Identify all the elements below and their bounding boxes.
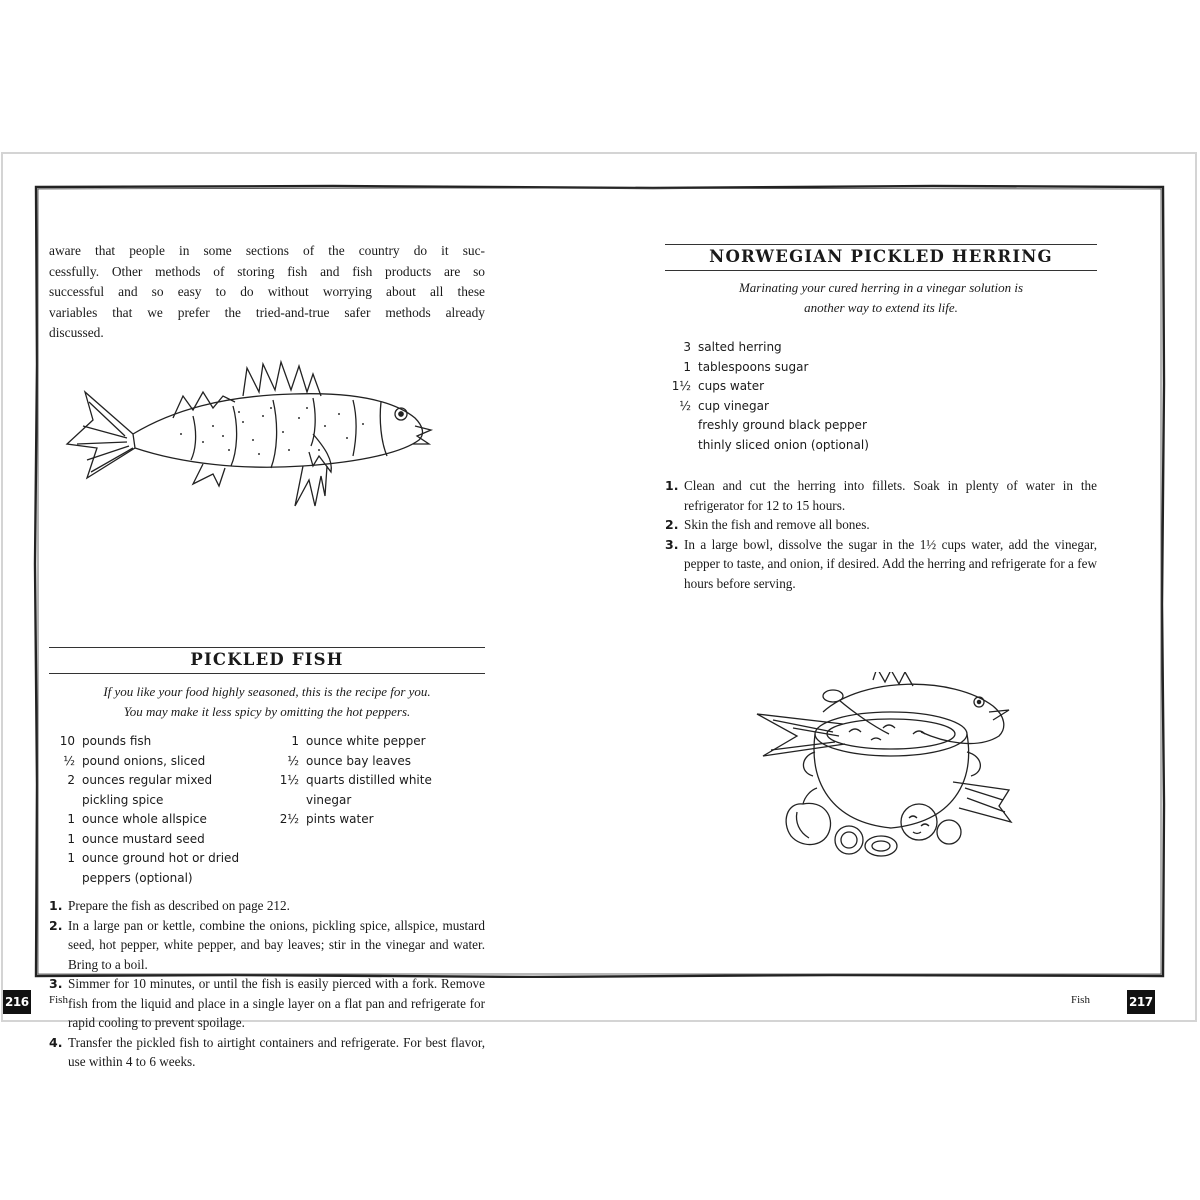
- page-number-right: 217: [1127, 990, 1155, 1014]
- ingredient: 1 ounce ground hot or dried peppers (optional): [67, 851, 240, 885]
- perch-fish-illustration: [63, 356, 443, 516]
- ingredient: 1 ounce whole allspice: [67, 812, 207, 826]
- step: 1. Prepare the fish as described on page 212.: [49, 898, 290, 913]
- step: 2. In a large pan or kettle, combine the onions, pickling spice, allspice, mustard seed, hot pepper, white pepper, and bay leaves; stir in the vinegar and water. Bring to a boil.: [49, 917, 485, 972]
- headnote-line: If you like your food highly seasoned, this is the recipe for you.: [103, 684, 431, 699]
- ingredient: 1 tablespoons sugar: [683, 359, 809, 374]
- pickled-fish-steps: [49, 896, 485, 1072]
- ingredient: 1½ cups water: [671, 379, 765, 393]
- herring-steps: [665, 476, 1097, 593]
- ingredient: 1½ quarts distilled white vinegar: [279, 773, 432, 807]
- step: 2. Skin the fish and remove all bones.: [665, 517, 870, 532]
- intro-line: cessfully. Other methods of storing fish and fish products are so: [49, 263, 485, 279]
- running-foot-right: Fish: [1071, 994, 1090, 1006]
- herring-headnote: [665, 278, 1097, 318]
- intro-line: discussed.: [49, 325, 104, 340]
- step: 1. Clean and cut the herring into fillets. Soak in plenty of water in the refrigerator for 12 to 15 hours.: [665, 478, 1097, 513]
- pickled-fish-ingredients-col1: [53, 732, 253, 888]
- intro-line: variables that we prefer the tried-and-true safer methods already: [49, 304, 485, 320]
- herring-rule-top: [665, 244, 1097, 245]
- ingredient: ½ cup vinegar: [679, 398, 769, 413]
- pickled-fish-headnote: [49, 682, 485, 722]
- right-page: [603, 154, 1200, 1009]
- ingredient: 1 ounce white pepper: [291, 734, 426, 748]
- ingredient: 3 salted herring: [683, 340, 782, 354]
- ingredient: ½ pound onions, sliced: [63, 753, 206, 768]
- page-number-left: 216: [3, 990, 31, 1014]
- pickled-fish-ingredients-col2: [277, 732, 477, 830]
- step: 3. Simmer for 10 minutes, or until the fish is easily pierced with a fork. Remove fish from the liquid and place in a single layer on a flat pan and refrigerate for rapid cooling to prevent spoilage.: [49, 976, 485, 1030]
- headnote-line: another way to extend its life.: [804, 300, 958, 315]
- ingredient: 2 ounces regular mixed pickling spice: [67, 773, 213, 807]
- pickled-fish-rule-bottom: [49, 673, 485, 674]
- fish-pot-with-vegetables-illustration: [753, 672, 1013, 862]
- herring-rule-bottom: [665, 270, 1097, 271]
- intro-line: aware that people in some sections of the country do it suc-: [49, 243, 485, 258]
- ingredient: 1 ounce mustard seed: [67, 831, 205, 846]
- pickled-fish-title: PICKLED FISH: [190, 650, 344, 669]
- left-page: [3, 154, 603, 1069]
- headnote-line: Marinating your cured herring in a vinegar solution is: [738, 280, 1024, 295]
- step: 4. Transfer the pickled fish to airtight containers and refrigerate. For best flavor, use within 4 to 6 weeks.: [49, 1034, 485, 1069]
- headnote-line: You may make it less spicy by omitting the hot peppers.: [123, 704, 411, 719]
- intro-paragraph: [49, 241, 485, 344]
- ingredient: thinly sliced onion (optional): [698, 437, 869, 452]
- step: 3. In a large bowl, dissolve the sugar in the 1½ cups water, add the vinegar, pepper to taste, and onion, if desired. Add the herring and refrigerate for a few hours before serving.: [665, 536, 1097, 591]
- ingredient: freshly ground black pepper: [698, 418, 867, 432]
- book-spread: [1, 152, 1197, 1069]
- running-foot-left: Fish: [49, 994, 68, 1006]
- intro-line: successful and so easy to do without worrying about all these: [49, 284, 485, 299]
- ingredient: ½ ounce bay leaves: [287, 753, 412, 768]
- herring-title: NORWEGIAN PICKLED HERRING: [709, 247, 1053, 266]
- herring-ingredients: [669, 338, 929, 455]
- ingredient: 2½ pints water: [279, 812, 374, 826]
- pickled-fish-rule-top: [49, 647, 485, 648]
- ingredient: 10 pounds fish: [59, 734, 152, 748]
